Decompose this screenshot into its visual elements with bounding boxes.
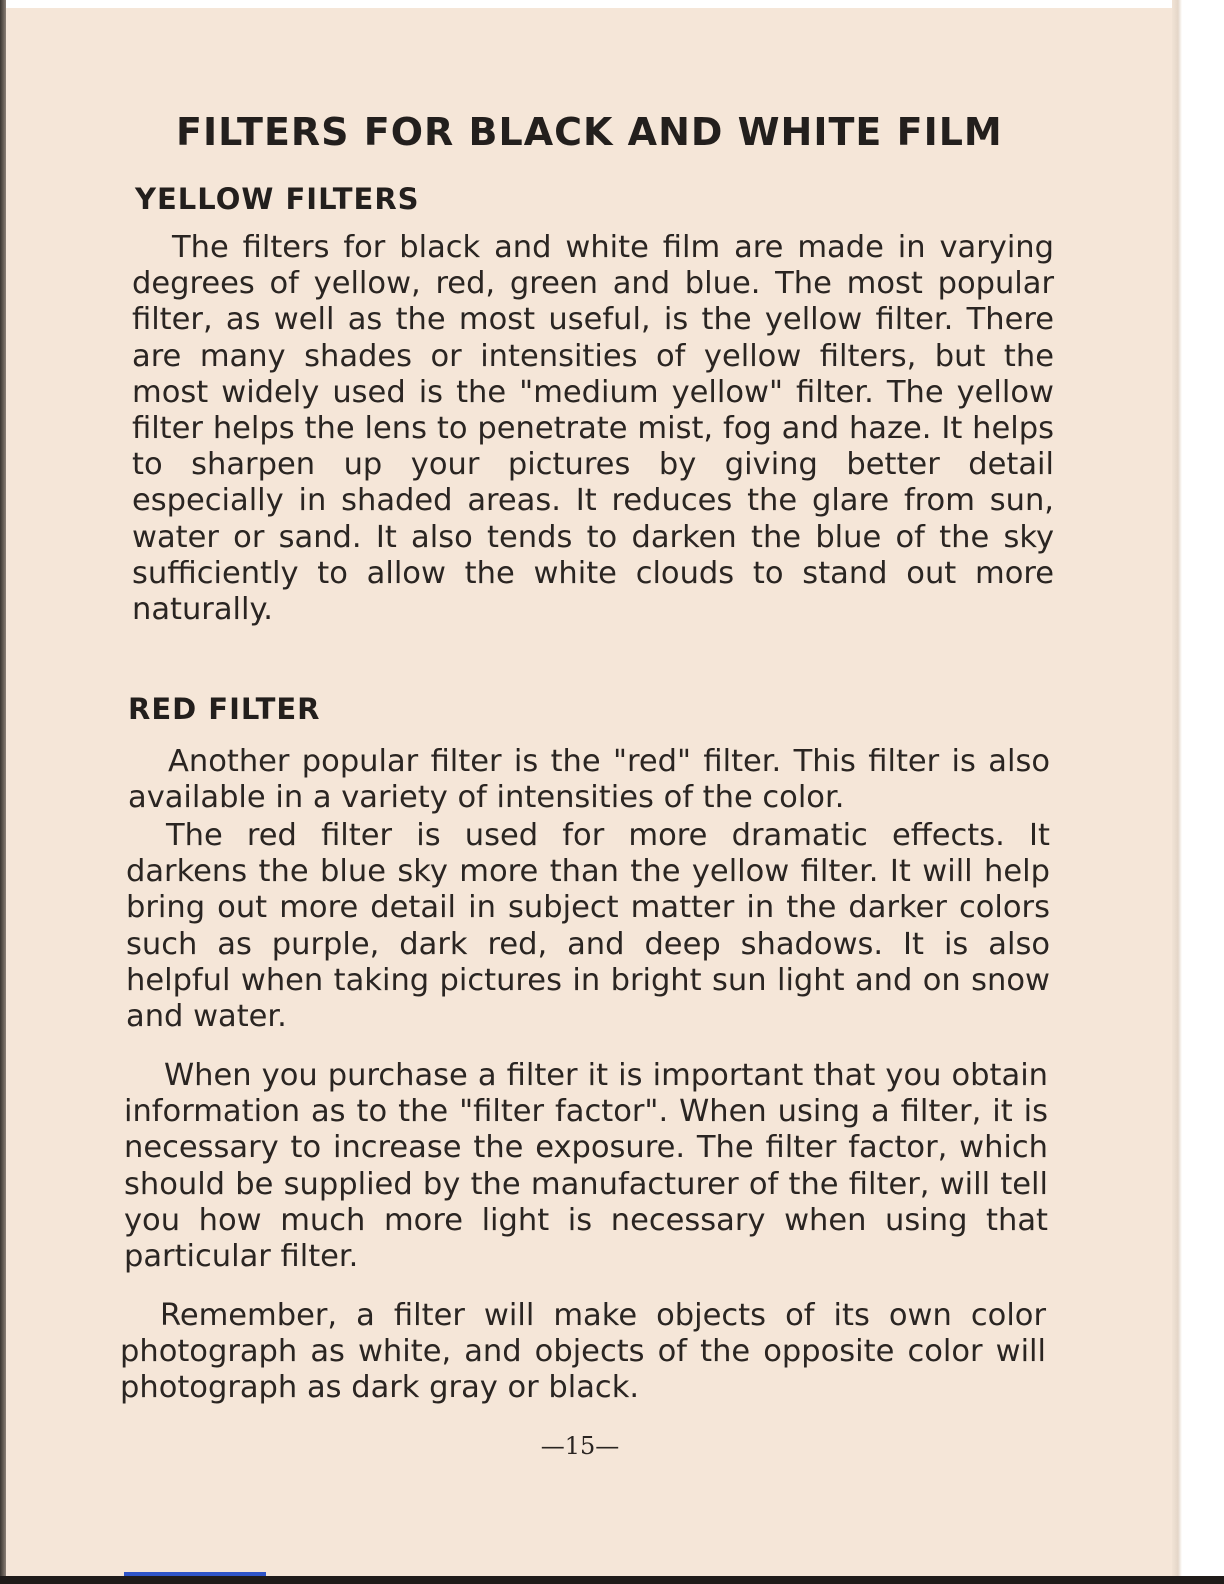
paragraph-yellow-filters: The filters for black and white film are made in varying degrees of yellow, red, green and blue. The most popular filter, as well as the most useful, is the yellow filter. There are many shades or intensities of yellow filters, but the most widely used is the "medium yellow" filter. The yellow filter helps the lens to penetrate mist, fog and haze. It helps to sharpen up your pictures by giving better detail especially in shaded areas. It reduces the glare from sun, water or sand. It also tends to darken the blue of the sky sufficiently to allow the white clouds to stand out more naturally. <box>132 230 1054 628</box>
paragraph-remember: Remember, a filter will make objects of its own color photograph as white, and objects of the opposite color will photograph as dark gray or black. <box>120 1298 1046 1406</box>
paragraph-filter-factor: When you purchase a filter it is important that you obtain information as to the "filter factor". When using a filter, it is necessary to increase the exposure. The filter factor, which should be supplied by the manufacturer of the filter, will tell you how much more light is necessary when using that particular filter. <box>124 1058 1048 1275</box>
page-number: —15— <box>540 1432 620 1460</box>
paragraph-red-filter-effects: The red filter is used for more dramatic effects. It darkens the blue sky more than the yellow filter. It will help bring out more detail in subject matter in the darker colors such as purple, dark red, and deep shadows. It is also helpful when taking pictures in bright sun light and on snow and water. <box>126 818 1050 1035</box>
page-title: FILTERS FOR BLACK AND WHITE FILM <box>176 110 1003 154</box>
section-heading-yellow-filters: YELLOW FILTERS <box>135 182 420 216</box>
section-heading-red-filter: RED FILTER <box>128 692 321 726</box>
paragraph-red-filter-intro: Another popular filter is the "red" filter. This filter is also available in a variety of intensities of the color. <box>128 744 1050 816</box>
